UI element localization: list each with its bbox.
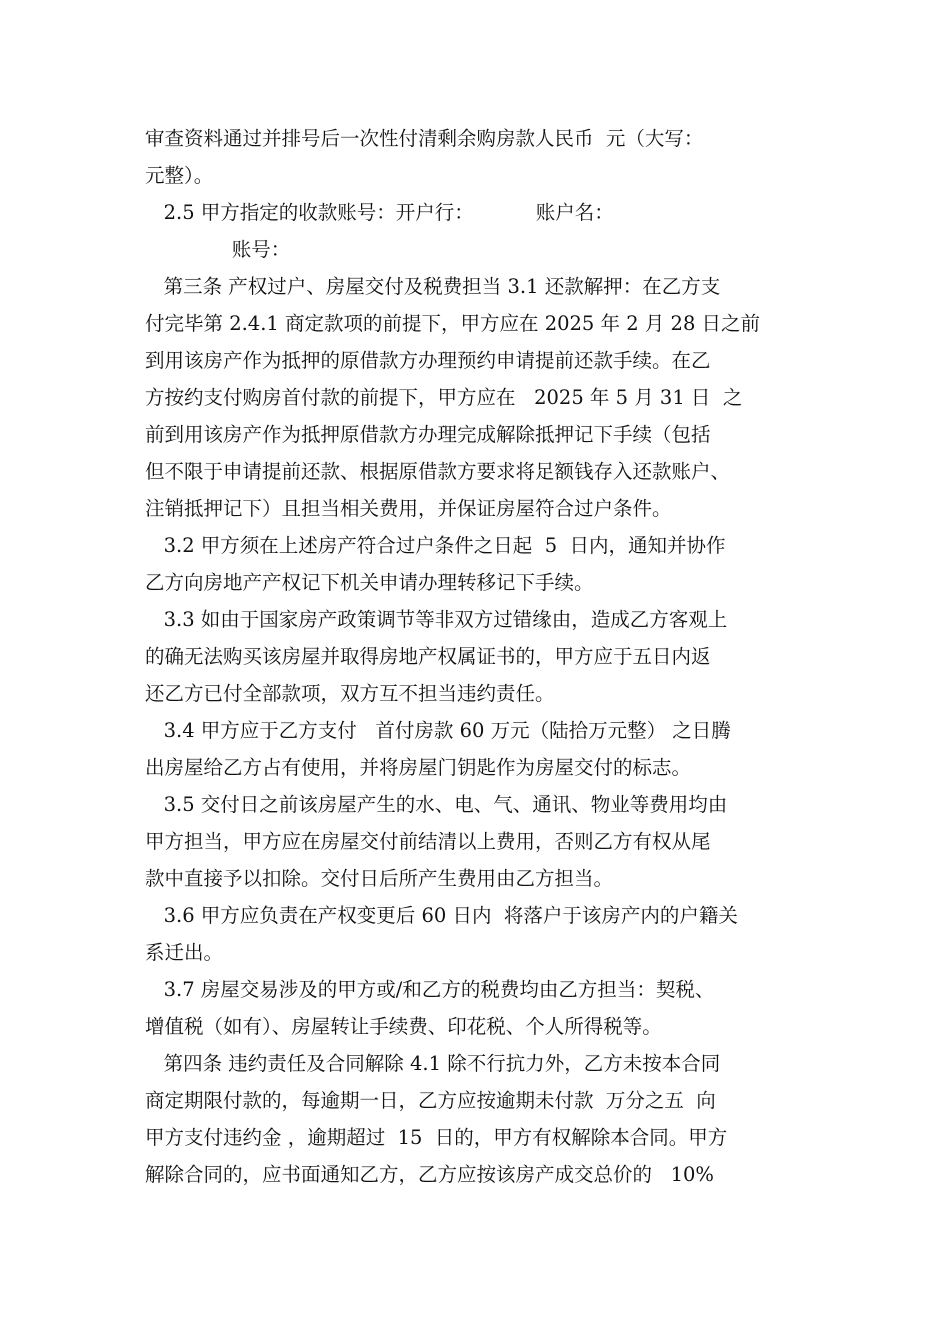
text-line: 系迁出。 bbox=[145, 941, 224, 964]
text-line: 的确无法购买该房屋并取得房地产权属证书的，甲方应于五日内返 bbox=[145, 645, 711, 668]
text-line: 审查资料通过并排号后一次性付清剩余购房款人民币 元（大写： bbox=[145, 127, 704, 150]
text-line: 付完毕第 2.4.1 商定款项的前提下，甲方应在 2025 年 2 月 28 日之前 bbox=[145, 312, 761, 335]
paragraph bbox=[145, 601, 815, 712]
text-line: 3.5 交付日之前该房屋产生的水、电、气、通讯、物业等费用均由 bbox=[145, 793, 728, 816]
text-line: 甲方担当，甲方应在房屋交付前结清以上费用，否则乙方有权从尾 bbox=[145, 830, 711, 853]
text-line: 解除合同的，应书面通知乙方，乙方应按该房产成交总价的 10% bbox=[145, 1163, 714, 1186]
paragraph bbox=[145, 527, 815, 601]
text-line: 出房屋给乙方占有使用，并将房屋门钥匙作为房屋交付的标志。 bbox=[145, 756, 692, 779]
paragraph bbox=[145, 268, 815, 527]
text-line: 3.7 房屋交易涉及的甲方或/和乙方的税费均由乙方担当：契税、 bbox=[145, 978, 715, 1001]
paragraph bbox=[145, 712, 815, 786]
text-line: 增值税（如有）、房屋转让手续费、印花税、个人所得税等。 bbox=[145, 1015, 662, 1038]
text-line: 还乙方已付全部款项，双方互不担当违约责任。 bbox=[145, 682, 555, 705]
paragraph bbox=[145, 120, 815, 194]
paragraph bbox=[145, 1045, 815, 1193]
text-line: 账号： bbox=[145, 238, 291, 261]
text-line: 第三条 产权过户、房屋交付及税费担当 3.1 还款解押：在乙方支 bbox=[145, 275, 721, 298]
text-line: 商定期限付款的，每逾期一日，乙方应按逾期未付款 万分之五 向 bbox=[145, 1089, 716, 1112]
text-line: 甲方支付违约金 ，逾期超过 15 日的，甲方有权解除本合同。甲方 bbox=[145, 1126, 728, 1149]
text-line: 第四条 违约责任及合同解除 4.1 除不行抗力外，乙方未按本合同 bbox=[145, 1052, 721, 1075]
paragraph bbox=[145, 194, 815, 268]
text-line: 3.3 如由于国家房产政策调节等非双方过错缘由，造成乙方客观上 bbox=[145, 608, 728, 631]
text-line: 前到用该房产作为抵押原借款方办理完成解除抵押记下手续（包括 bbox=[145, 423, 711, 446]
text-line: 3.2 甲方须在上述房产符合过户条件之日起 5 日内，通知并协作 bbox=[145, 534, 726, 557]
text-line: 注销抵押记下）且担当相关费用，并保证房屋符合过户条件。 bbox=[145, 497, 672, 520]
text-line: 款中直接予以扣除。交付日后所产生费用由乙方担当。 bbox=[145, 867, 614, 890]
text-line: 乙方向房地产产权记下机关申请办理转移记下手续。 bbox=[145, 571, 594, 594]
text-line: 但不限于申请提前还款、根据原借款方要求将足额钱存入还款账户、 bbox=[145, 460, 731, 483]
paragraph bbox=[145, 971, 815, 1045]
text-line: 元整）。 bbox=[145, 164, 214, 187]
text-line: 方按约支付购房首付款的前提下，甲方应在 2025 年 5 月 31 日 之 bbox=[145, 386, 743, 409]
paragraph bbox=[145, 897, 815, 971]
text-line: 3.6 甲方应负责在产权变更后 60 日内 将落户于该房产内的户籍关 bbox=[145, 904, 738, 927]
text-line: 3.4 甲方应于乙方支付 首付房款 60 万元（陆拾万元整） 之日腾 bbox=[145, 719, 731, 742]
document-body bbox=[145, 120, 815, 1193]
paragraph bbox=[145, 786, 815, 897]
text-line: 2.5 甲方指定的收款账号：开户行： 账户名： bbox=[145, 201, 614, 224]
text-line: 到用该房产作为抵押的原借款方办理预约申请提前还款手续。在乙 bbox=[145, 349, 711, 372]
